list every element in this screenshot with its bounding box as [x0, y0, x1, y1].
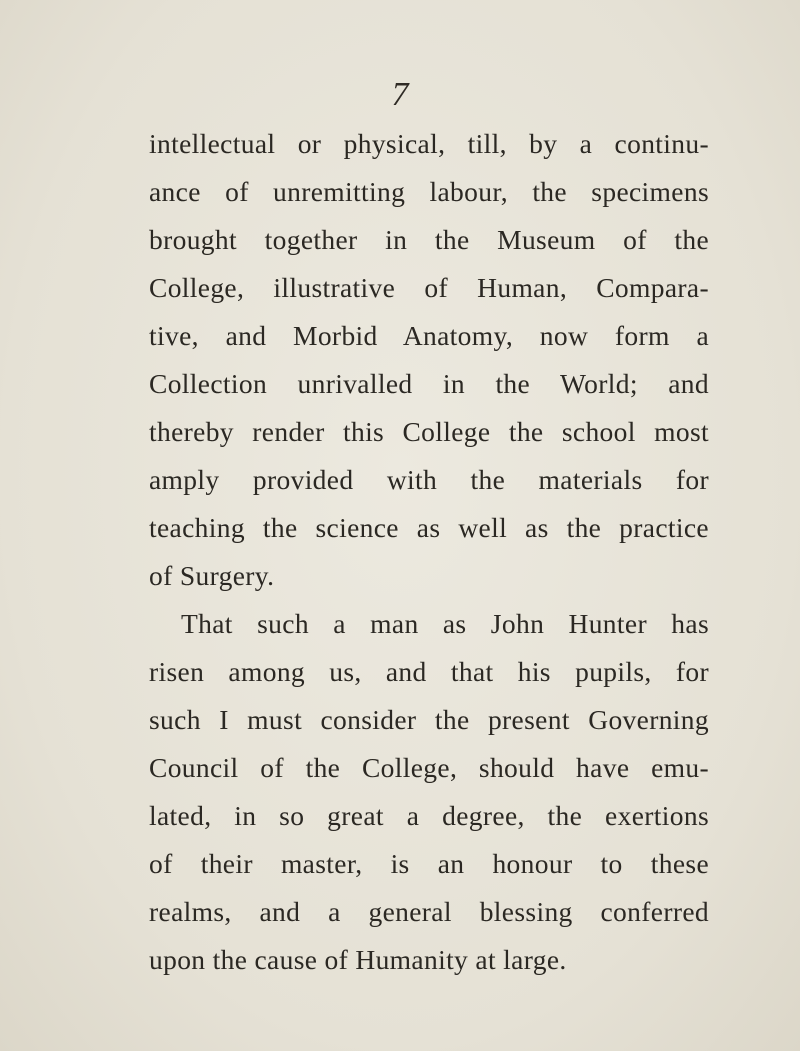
- text-line: such I must consider the present Governing: [149, 704, 709, 735]
- text-line: tive, and Morbid Anatomy, now form a: [149, 320, 709, 351]
- text-line: brought together in the Museum of the: [149, 224, 709, 255]
- text-line: lated, in so great a degree, the exertions: [149, 800, 709, 831]
- text-line: risen among us, and that his pupils, for: [149, 656, 709, 687]
- text-line: ance of unremitting labour, the specimens: [149, 176, 709, 207]
- text-line: teaching the science as well as the practice: [149, 512, 709, 543]
- body-text: [149, 120, 709, 984]
- text-line: That such a man as John Hunter has: [181, 608, 709, 639]
- text-line: intellectual or physical, till, by a continu-: [149, 128, 709, 159]
- page-number: 7: [391, 76, 409, 113]
- text-line: upon the cause of Humanity at large.: [149, 944, 567, 975]
- text-line: of Surgery.: [149, 560, 275, 591]
- text-line: Council of the College, should have emu-: [149, 752, 709, 783]
- text-line: thereby render this College the school most: [149, 416, 709, 447]
- text-line: of their master, is an honour to these: [149, 848, 709, 879]
- text-line: amply provided with the materials for: [149, 464, 709, 495]
- text-line: realms, and a general blessing conferred: [149, 896, 709, 927]
- text-line: College, illustrative of Human, Compara-: [149, 272, 709, 303]
- text-line: Collection unrivalled in the World; and: [149, 368, 709, 399]
